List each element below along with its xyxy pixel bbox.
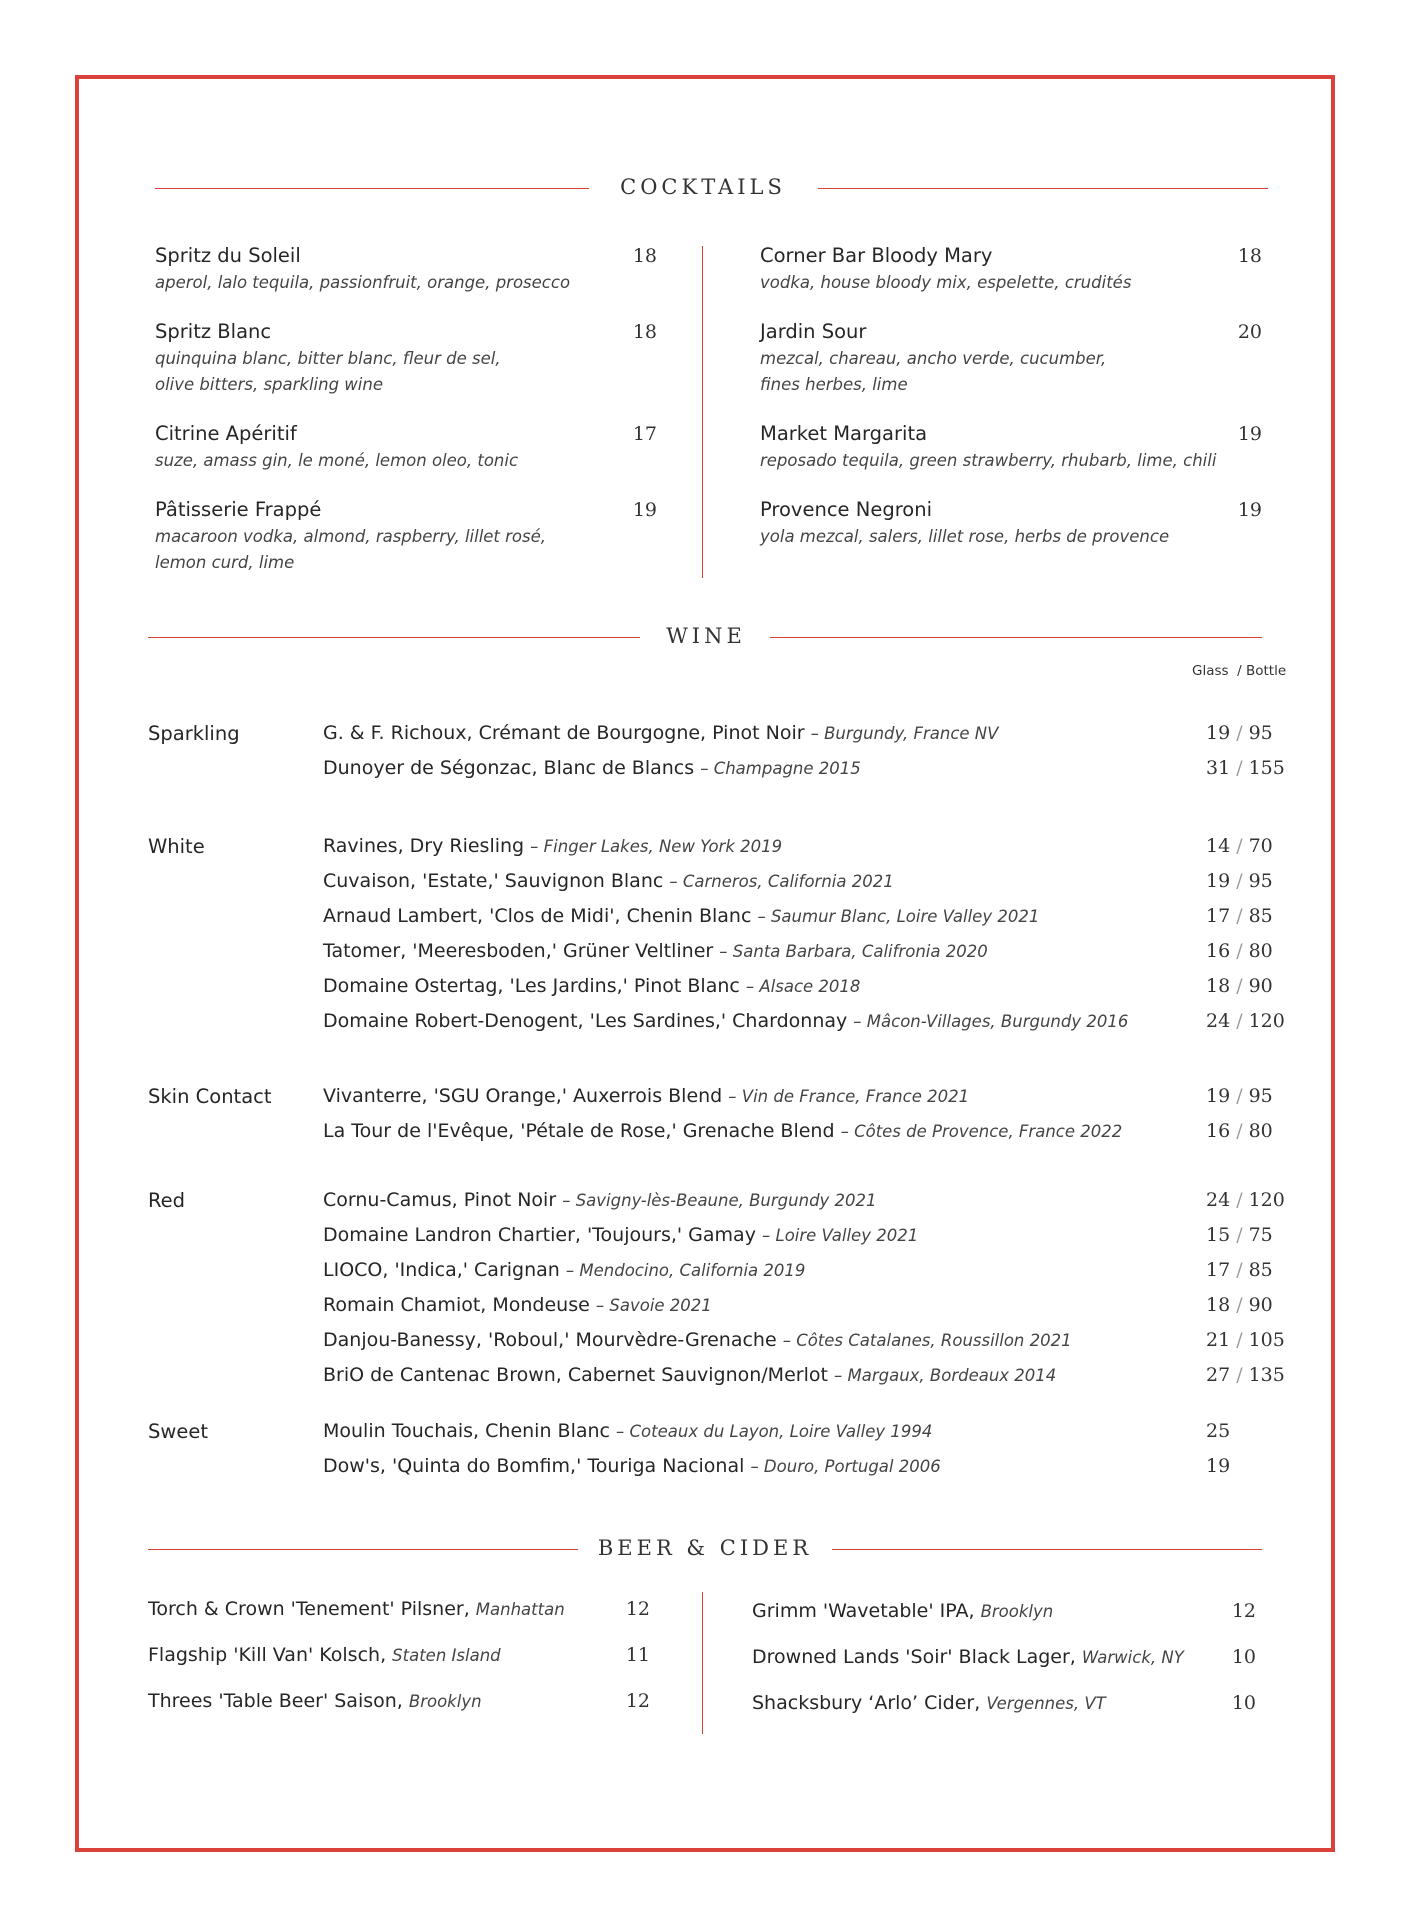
glass-bottle-header: Glass / Bottle — [1192, 663, 1287, 679]
cocktail-description — [155, 270, 570, 296]
wine-title: WINE — [666, 624, 746, 648]
wine-item — [323, 1259, 805, 1281]
wine-glass-price: 21 — [1206, 1329, 1231, 1351]
cocktail-name: Market Margarita — [760, 422, 928, 445]
wine-region: – Burgundy, France NV — [810, 724, 999, 743]
wine-glass-price: 25 — [1206, 1420, 1231, 1442]
wine-glass-price: 17 — [1206, 1259, 1231, 1281]
wine-bottle-price: 95 — [1248, 722, 1273, 744]
cocktail-description-line: quinquina blanc, bitter blanc, fleur de sel, — [155, 349, 501, 368]
wine-region: – Côtes Catalanes, Roussillon 2021 — [782, 1331, 1072, 1350]
wine-price — [1206, 1294, 1273, 1316]
wine-item — [323, 722, 998, 744]
wine-bottle-price: 90 — [1248, 1294, 1273, 1316]
beer-item — [148, 1598, 565, 1620]
wine-bottle-price: 135 — [1248, 1364, 1285, 1386]
cocktail-description-line: yola mezcal, salers, lillet rose, herbs de provence — [760, 527, 1170, 546]
wine-name: Ravines, Dry Riesling — [323, 835, 525, 857]
wine-glass-price: 27 — [1206, 1364, 1231, 1386]
wine-price — [1206, 757, 1285, 779]
cocktail-description-line: mezcal, chareau, ancho verde, cucumber, — [760, 349, 1107, 368]
cocktail-description-line: aperol, lalo tequila, passionfruit, orange, prosecco — [155, 273, 571, 292]
wine-bottle-price: 105 — [1248, 1329, 1285, 1351]
wine-item — [323, 1420, 932, 1442]
wine-price — [1206, 1329, 1285, 1351]
cocktail-name: Provence Negroni — [760, 498, 933, 521]
wine-bottle-price: 95 — [1248, 1085, 1273, 1107]
wine-item — [323, 905, 1039, 927]
beer-price: 10 — [1231, 1692, 1256, 1714]
cocktail-description — [760, 346, 1106, 398]
beer-name: Torch & Crown 'Tenement' Pilsner, — [148, 1598, 470, 1620]
cocktails-column-divider — [702, 246, 703, 578]
cocktail-description — [155, 448, 518, 474]
wine-bottle-price: 85 — [1248, 1259, 1273, 1281]
wine-bottle-price: 90 — [1248, 975, 1273, 997]
wine-region: – Champagne 2015 — [700, 759, 861, 778]
wine-glass-price: 19 — [1206, 1455, 1231, 1477]
wine-region: – Mendocino, California 2019 — [565, 1261, 806, 1280]
cocktail-price: 19 — [1237, 423, 1262, 445]
wine-category: White — [148, 835, 205, 858]
wine-region: – Alsace 2018 — [745, 977, 861, 996]
cocktail-price: 18 — [632, 245, 657, 267]
beer-item — [148, 1644, 501, 1666]
wine-region: – Vin de France, France 2021 — [728, 1087, 970, 1106]
beer-name: Flagship 'Kill Van' Kolsch, — [148, 1644, 387, 1666]
cocktail-description — [760, 448, 1216, 474]
price-separator: / — [1236, 975, 1243, 997]
wine-glass-price: 24 — [1206, 1189, 1231, 1211]
beer-region: Brooklyn — [408, 1692, 482, 1711]
cocktail-price: 19 — [632, 499, 657, 521]
wine-price — [1206, 722, 1273, 744]
wine-price — [1206, 1120, 1273, 1142]
beer-price: 12 — [625, 1598, 650, 1620]
cocktail-price: 18 — [632, 321, 657, 343]
price-separator: / — [1236, 940, 1243, 962]
cocktail-description — [155, 524, 546, 576]
beer-region: Brooklyn — [980, 1602, 1054, 1621]
wine-bottle-price: 120 — [1248, 1189, 1285, 1211]
wine-glass-price: 24 — [1206, 1010, 1231, 1032]
price-separator: / — [1236, 1189, 1243, 1211]
beer-item — [752, 1600, 1053, 1622]
wine-name: Vivanterre, 'SGU Orange,' Auxerrois Blend — [323, 1085, 723, 1107]
cocktail-name: Citrine Apéritif — [155, 422, 297, 445]
price-separator: / — [1236, 1259, 1243, 1281]
wine-region: – Margaux, Bordeaux 2014 — [833, 1366, 1057, 1385]
wine-region: – Carneros, California 2021 — [669, 872, 894, 891]
price-separator: / — [1236, 1224, 1243, 1246]
price-separator: / — [1236, 1010, 1243, 1032]
wine-item — [323, 1364, 1056, 1386]
wine-glass-price: 17 — [1206, 905, 1231, 927]
price-separator: / — [1236, 835, 1243, 857]
price-separator: / — [1236, 1364, 1243, 1386]
wine-bottle-price: 70 — [1248, 835, 1273, 857]
wine-item — [323, 1455, 941, 1477]
cocktail-description-line: reposado tequila, green strawberry, rhubarb, lime, chili — [760, 451, 1217, 470]
wine-item — [323, 1294, 712, 1316]
beer-rule-right — [832, 1549, 1262, 1550]
wine-price — [1206, 975, 1273, 997]
price-separator: / — [1236, 1329, 1243, 1351]
wine-region: – Savoie 2021 — [595, 1296, 712, 1315]
wine-item — [323, 1120, 1122, 1142]
wine-region: – Savigny-lès-Beaune, Burgundy 2021 — [562, 1191, 877, 1210]
beer-region: Staten Island — [392, 1646, 501, 1665]
cocktail-name: Jardin Sour — [760, 320, 867, 343]
wine-name: Romain Chamiot, Mondeuse — [323, 1294, 590, 1316]
wine-bottle-price: 80 — [1248, 1120, 1273, 1142]
beer-name: Drowned Lands 'Soir' Black Lager, — [752, 1646, 1076, 1668]
wine-region: – Loire Valley 2021 — [762, 1226, 919, 1245]
cocktail-name: Corner Bar Bloody Mary — [760, 244, 993, 267]
cocktail-price: 19 — [1237, 499, 1262, 521]
wine-item — [323, 940, 988, 962]
wine-name: Dow's, 'Quinta do Bomfim,' Touriga Nacional — [323, 1455, 745, 1477]
price-separator: / — [1236, 722, 1243, 744]
wine-bottle-price: 80 — [1248, 940, 1273, 962]
wine-item — [323, 757, 861, 779]
wine-price — [1206, 1364, 1285, 1386]
beer-name: Grimm 'Wavetable' IPA, — [752, 1600, 975, 1622]
beer-title: BEER & CIDER — [597, 1536, 813, 1560]
cocktails-rule-left — [155, 188, 589, 189]
beer-region: Warwick, NY — [1081, 1648, 1184, 1667]
wine-region: – Saumur Blanc, Loire Valley 2021 — [757, 907, 1040, 926]
beer-item — [752, 1646, 1184, 1668]
wine-price — [1206, 870, 1273, 892]
wine-glass-price: 19 — [1206, 722, 1231, 744]
beer-price: 12 — [625, 1690, 650, 1712]
price-separator: / — [1236, 905, 1243, 927]
wine-rule-right — [770, 637, 1262, 638]
price-separator: / — [1236, 870, 1243, 892]
cocktails-rule-right — [818, 188, 1268, 189]
cocktail-description — [760, 270, 1131, 296]
wine-bottle-price: 75 — [1248, 1224, 1273, 1246]
wine-name: Arnaud Lambert, 'Clos de Midi', Chenin Blanc — [323, 905, 752, 927]
wine-price — [1206, 1259, 1273, 1281]
wine-item — [323, 1085, 969, 1107]
wine-region: – Mâcon-Villages, Burgundy 2016 — [853, 1012, 1129, 1031]
wine-name: BriO de Cantenac Brown, Cabernet Sauvignon/Merlot — [323, 1364, 828, 1386]
beer-name: Shacksbury ‘Arlo’ Cider, — [752, 1692, 981, 1714]
cocktail-description-line: vodka, house bloody mix, espelette, crudités — [760, 273, 1132, 292]
cocktail-description-line: fines herbes, lime — [760, 375, 908, 394]
wine-bottle-price: 120 — [1248, 1010, 1285, 1032]
wine-region: – Finger Lakes, New York 2019 — [530, 837, 783, 856]
cocktail-description — [155, 346, 501, 398]
wine-price — [1206, 1224, 1273, 1246]
wine-glass-price: 31 — [1206, 757, 1231, 779]
wine-category: Sweet — [148, 1420, 208, 1443]
wine-price — [1206, 905, 1273, 927]
wine-glass-price: 19 — [1206, 1085, 1231, 1107]
wine-item — [323, 1010, 1128, 1032]
wine-name: Tatomer, 'Meeresboden,' Grüner Veltliner — [323, 940, 714, 962]
price-separator: / — [1236, 757, 1243, 779]
wine-price — [1206, 1420, 1230, 1442]
wine-name: Cornu-Camus, Pinot Noir — [323, 1189, 557, 1211]
wine-item — [323, 1189, 877, 1211]
beer-price: 12 — [1231, 1600, 1256, 1622]
wine-glass-price: 14 — [1206, 835, 1231, 857]
wine-region: – Coteaux du Layon, Loire Valley 1994 — [616, 1422, 933, 1441]
wine-price — [1206, 1085, 1273, 1107]
beer-name: Threes 'Table Beer' Saison, — [148, 1690, 403, 1712]
wine-name: Domaine Robert-Denogent, 'Les Sardines,' Chardonnay — [323, 1010, 848, 1032]
cocktail-name: Spritz du Soleil — [155, 244, 301, 267]
wine-name: Dunoyer de Ségonzac, Blanc de Blancs — [323, 757, 695, 779]
wine-glass-price: 16 — [1206, 940, 1231, 962]
cocktail-price: 17 — [632, 423, 657, 445]
wine-name: Danjou-Banessy, 'Roboul,' Mourvèdre-Grenache — [323, 1329, 777, 1351]
wine-price — [1206, 1010, 1285, 1032]
cocktails-title: COCKTAILS — [620, 175, 786, 199]
price-separator: / — [1236, 1120, 1243, 1142]
wine-rule-left — [148, 637, 640, 638]
wine-name: Domaine Ostertag, 'Les Jardins,' Pinot Blanc — [323, 975, 740, 997]
cocktail-price: 18 — [1237, 245, 1262, 267]
beer-column-divider — [702, 1592, 703, 1734]
cocktail-price: 20 — [1237, 321, 1262, 343]
wine-category: Sparkling — [148, 722, 240, 745]
wine-name: LIOCO, 'Indica,' Carignan — [323, 1259, 560, 1281]
wine-name: Cuvaison, 'Estate,' Sauvignon Blanc — [323, 870, 664, 892]
wine-glass-price: 18 — [1206, 975, 1231, 997]
wine-item — [323, 1329, 1072, 1351]
cocktail-description-line: macaroon vodka, almond, raspberry, lillet rosé, — [155, 527, 547, 546]
wine-category: Red — [148, 1189, 186, 1212]
wine-price — [1206, 1189, 1285, 1211]
beer-price: 10 — [1231, 1646, 1256, 1668]
cocktail-description-line: lemon curd, lime — [155, 553, 295, 572]
cocktail-description — [760, 524, 1169, 550]
wine-glass-price: 16 — [1206, 1120, 1231, 1142]
beer-price: 11 — [625, 1644, 650, 1666]
wine-region: – Côtes de Provence, France 2022 — [840, 1122, 1123, 1141]
beer-region: Manhattan — [475, 1600, 565, 1619]
wine-glass-price: 15 — [1206, 1224, 1231, 1246]
wine-bottle-price: 155 — [1248, 757, 1285, 779]
cocktail-description-line: suze, amass gin, le moné, lemon oleo, tonic — [155, 451, 519, 470]
wine-bottle-price: 95 — [1248, 870, 1273, 892]
price-separator: / — [1236, 1085, 1243, 1107]
wine-bottle-price: 85 — [1248, 905, 1273, 927]
wine-region: – Santa Barbara, Califronia 2020 — [719, 942, 988, 961]
wine-price — [1206, 1455, 1230, 1477]
wine-name: Domaine Landron Chartier, 'Toujours,' Gamay — [323, 1224, 756, 1246]
beer-item — [752, 1692, 1106, 1714]
wine-item — [323, 870, 894, 892]
wine-glass-price: 19 — [1206, 870, 1231, 892]
wine-category: Skin Contact — [148, 1085, 272, 1108]
beer-item — [148, 1690, 482, 1712]
wine-price — [1206, 940, 1273, 962]
beer-region: Vergennes, VT — [986, 1694, 1106, 1713]
cocktail-name: Pâtisserie Frappé — [155, 498, 322, 521]
wine-item — [323, 1224, 918, 1246]
wine-name: G. & F. Richoux, Crémant de Bourgogne, Pinot Noir — [323, 722, 805, 744]
wine-price — [1206, 835, 1273, 857]
wine-region: – Douro, Portugal 2006 — [750, 1457, 941, 1476]
wine-name: La Tour de l'Evêque, 'Pétale de Rose,' Grenache Blend — [323, 1120, 835, 1142]
price-separator: / — [1236, 1294, 1243, 1316]
cocktail-description-line: olive bitters, sparkling wine — [155, 375, 383, 394]
wine-glass-price: 18 — [1206, 1294, 1231, 1316]
wine-item — [323, 975, 860, 997]
wine-name: Moulin Touchais, Chenin Blanc — [323, 1420, 610, 1442]
beer-rule-left — [148, 1549, 578, 1550]
wine-item — [323, 835, 782, 857]
cocktail-name: Spritz Blanc — [155, 320, 272, 343]
